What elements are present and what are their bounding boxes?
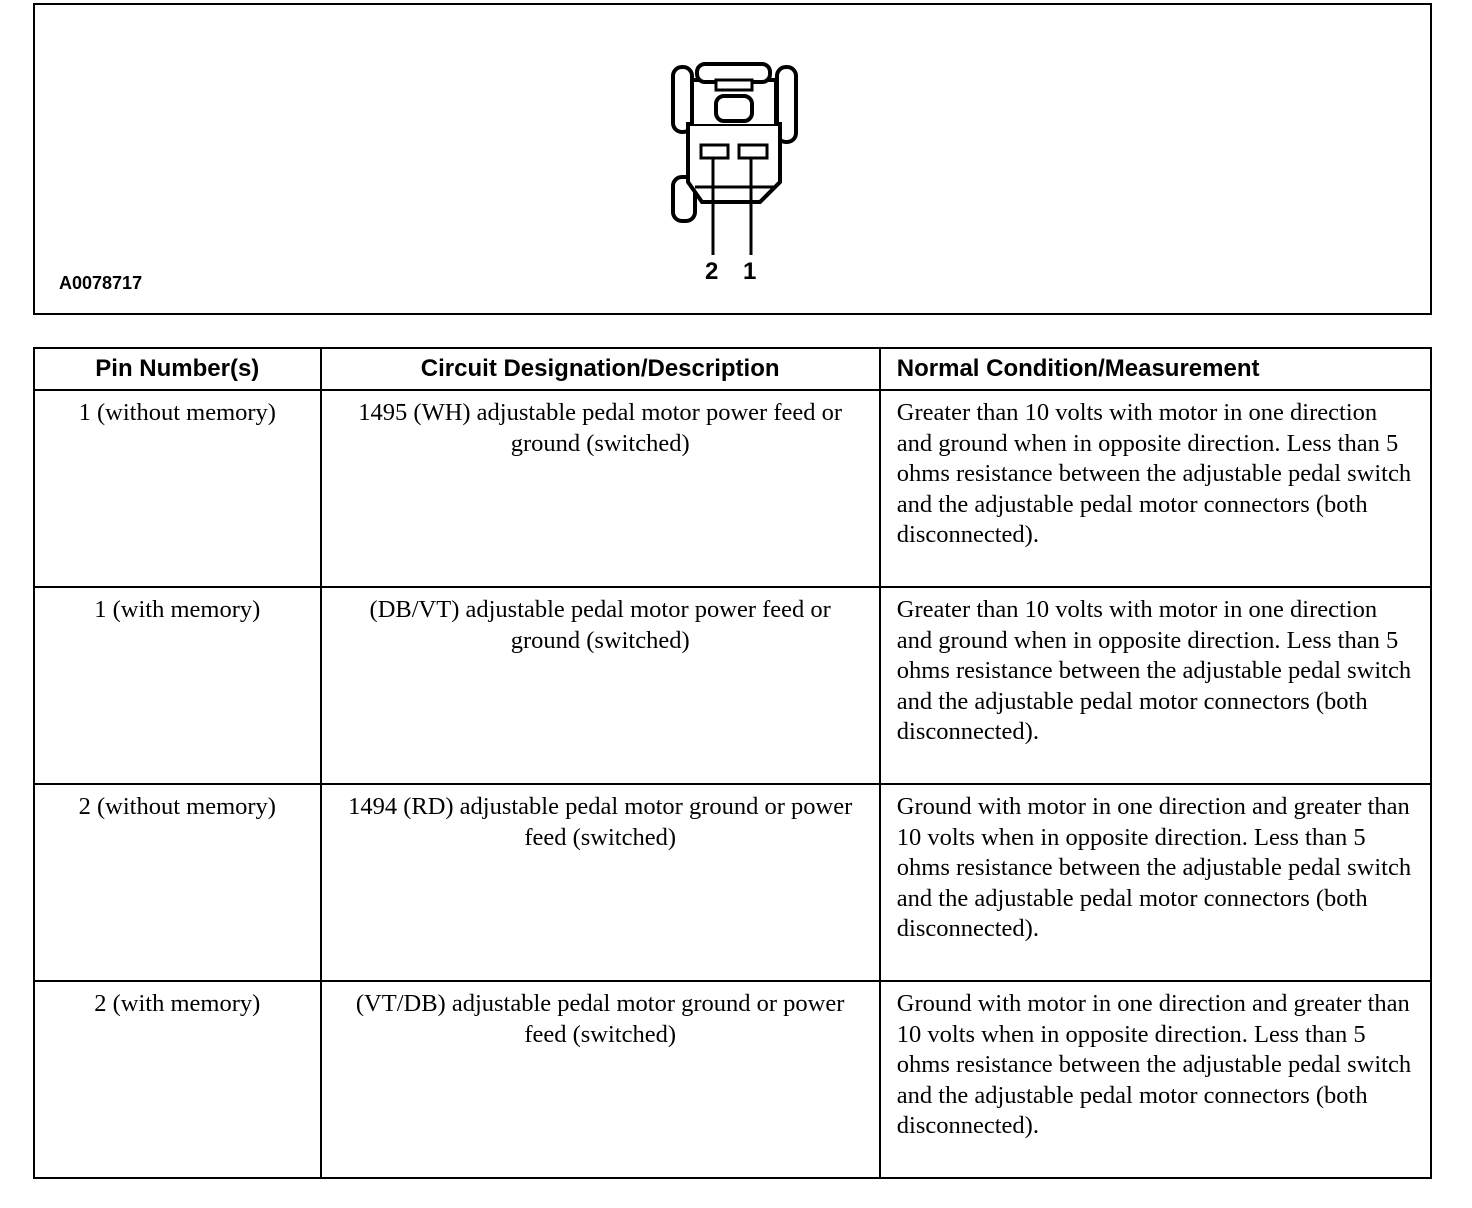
- table-row: [34, 784, 1431, 981]
- pin-cell: 1 (without memory): [34, 390, 321, 587]
- condition-cell: Ground with motor in one direction and greater than 10 volts when in opposite direction. Less than 5 ohms resistance between the adjustable pedal switch and the adjustable pedal motor connectors (both disconnected).: [880, 981, 1431, 1178]
- circuit-cell: 1495 (WH) adjustable pedal motor power feed or ground (switched): [321, 390, 880, 587]
- connector-body: [688, 124, 780, 202]
- table-row: [34, 390, 1431, 587]
- connector-figure: [33, 3, 1432, 315]
- table-row: [34, 981, 1431, 1178]
- pin-1-cavity: [739, 145, 767, 158]
- condition-cell: Greater than 10 volts with motor in one direction and ground when in opposite direction. Less than 5 ohms resistance between the adjustable pedal switch and the adjustable pedal motor connectors (both disconnected).: [880, 390, 1431, 587]
- header-circuit: Circuit Designation/Description: [321, 348, 880, 390]
- pin-2-cavity: [701, 145, 728, 158]
- header-pin: Pin Number(s): [34, 348, 321, 390]
- circuit-cell: (VT/DB) adjustable pedal motor ground or power feed (switched): [321, 981, 880, 1178]
- pin-cell: 1 (with memory): [34, 587, 321, 784]
- table-header: [34, 348, 1431, 390]
- pin-cell: 2 (with memory): [34, 981, 321, 1178]
- pin-label-2: 2: [705, 258, 719, 285]
- pinout-table: [33, 347, 1432, 1179]
- pin-label-1: 1: [743, 258, 757, 285]
- circuit-cell: (DB/VT) adjustable pedal motor power feed or ground (switched): [321, 587, 880, 784]
- table-row: [34, 587, 1431, 784]
- condition-cell: Greater than 10 volts with motor in one direction and ground when in opposite direction. Less than 5 ohms resistance between the adjustable pedal switch and the adjustable pedal motor connectors (both disconnected).: [880, 587, 1431, 784]
- connector-diagram: [35, 5, 1430, 313]
- figure-id: A0078717: [59, 273, 143, 293]
- header-condition: Normal Condition/Measurement: [880, 348, 1431, 390]
- pin-cell: 2 (without memory): [34, 784, 321, 981]
- circuit-cell: 1494 (RD) adjustable pedal motor ground or power feed (switched): [321, 784, 880, 981]
- inner-key: [716, 96, 752, 121]
- condition-cell: Ground with motor in one direction and greater than 10 volts when in opposite direction. Less than 5 ohms resistance between the adjustable pedal switch and the adjustable pedal motor connectors (both disconnected).: [880, 784, 1431, 981]
